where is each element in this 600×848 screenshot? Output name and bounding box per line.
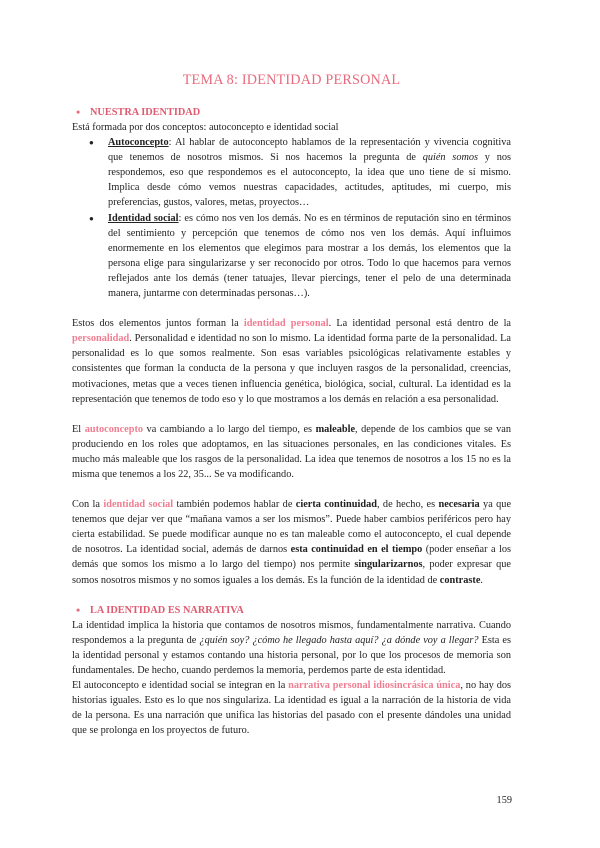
paragraph-identidad-social: Con la identidad social también podemos hablar de cierta continuidad, de hecho, es necesaria ya que tenemos que dejar ver que “mañana vamos a ser los mismos”. Puede haber cambios periféricos pero hay cierta estabilidad. Se puede modificar aunque no es tan maleable como el autoconcepto, el cual depende de nosotros. La identidad social, además de darnos esta continuidad en el tiempo (poder enseñar a los demás que somos los mismo a lo largo del tiempo) nos permite singularizarnos, poder expresar que somos nosotros mismos y no somos iguales a los demás. Es la función de la identidad de contraste. [72,499,512,586]
bullet-list [72,135,511,301]
highlight-narrativa-personal: narrativa personal idiosincrásica única [288,680,461,691]
section-heading-identidad-narrativa: • LA IDENTIDAD ES NARRATIVA [72,603,511,618]
bullet-autoconcepto: ● Autoconcepto: Al hablar de autoconcepto hablamos de la representación y vivencia cognitiva que tenemos de nosotros mismos. Si nos hacemos la pregunta de quién somos y nos respondemos, eso que respondemos es el autoconcepto, la idea que uno tiene de sí mismo. Implica desde cómo vemos nuestras capacidades, actitudes, aptitudes, mi cuerpo, mis preferencias, gustos, valores, metas, proyectos… [108,135,511,210]
highlight-autoconcepto: autoconcepto [84,423,144,435]
term-autoconcepto: Autoconcepto [108,137,169,149]
section-intro: Está formada por dos conceptos: autoconcepto e identidad social [72,122,339,133]
highlight-identidad-social: identidad social [103,499,174,511]
page-number: 159 [496,795,512,806]
paragraph-autoconcepto: El autoconcepto va cambiando a lo largo del tiempo, es maleable, depende de los cambios que se van produciendo en los roles que adoptamos, en las situaciones personales, en las condiciones vitales. Es mucho más maleable que los rasgos de la personalidad. La idea que tenemos de nosotros a los 15 no es la misma que tenemos a los 22, 35... Se va modificando. [72,423,511,480]
highlight-personalidad: personalidad [72,333,130,345]
paragraph-identidad-personal: Estos dos elementos juntos forman la identidad personal. La identidad personal está dentro de la personalidad. Personalidad e identidad no son lo mismo. La identidad forma parte de la personalidad. La personalidad es lo que somos realmente. Son esas variables psicológicas relativamente estables y consistentes que forman la conducta de la persona y que incluyen rasgos de la personalidad, creencias, motivaciones, metas que a veces tienen influencia genética, biológica, social, cultural. La identidad es la representación que tenemos de todo eso y lo que mostramos a los demás en relación a esa personalidad. [72,318,511,405]
term-identidad-social: Identidad social [108,212,179,224]
paragraph-narrativa: La identidad implica la historia que contamos de nosotros mismos, fundamentalmente narrativa. Cuando respondemos a la pregunta de ¿quién soy? ¿cómo he llegado hasta aquí? ¿a dónde voy a llegar? Esta es la identidad personal y estamos contando una historia personal, por lo que los procesos de memoria son fundamentales. De hecho, cuando perdemos la memoria, perdemos parte de esta identidad. [72,619,511,676]
page-title: TEMA 8: IDENTIDAD PERSONAL [182,72,401,88]
bullet-identidad-social: ● Identidad social: es cómo nos ven los demás. No es en términos de reputación sino en términos del sentimiento y percepción que tenemos de cómo nos ven los demás. Aquí influimos enormemente en los elementos que elegimos para mostrar a los demás, los elementos que la persona elige para singularizarse y ser reconocido por otros. Todo lo que hacemos para vernos reflejados ante los demás (tener tatuajes, llevar piercings, tener el pelo de una determinada manera, juntarme con determinadas personas…). [108,211,511,302]
highlight-identidad-personal: identidad personal [243,318,329,330]
paragraph-narrativa-integracion: El autoconcepto e identidad social se integran en la narrativa personal idiosincrásica única, no hay dos historias iguales. Esto es lo que nos singulariza. La identidad es igual a la narración de la historia de vida de la persona. Es una narración que unifica las historias del pasado con el presente dándoles una unidad que se prolonga en los proyectos de futuro. [72,680,511,737]
section-heading-nuestra-identidad: • NUESTRA IDENTIDAD [72,105,511,120]
